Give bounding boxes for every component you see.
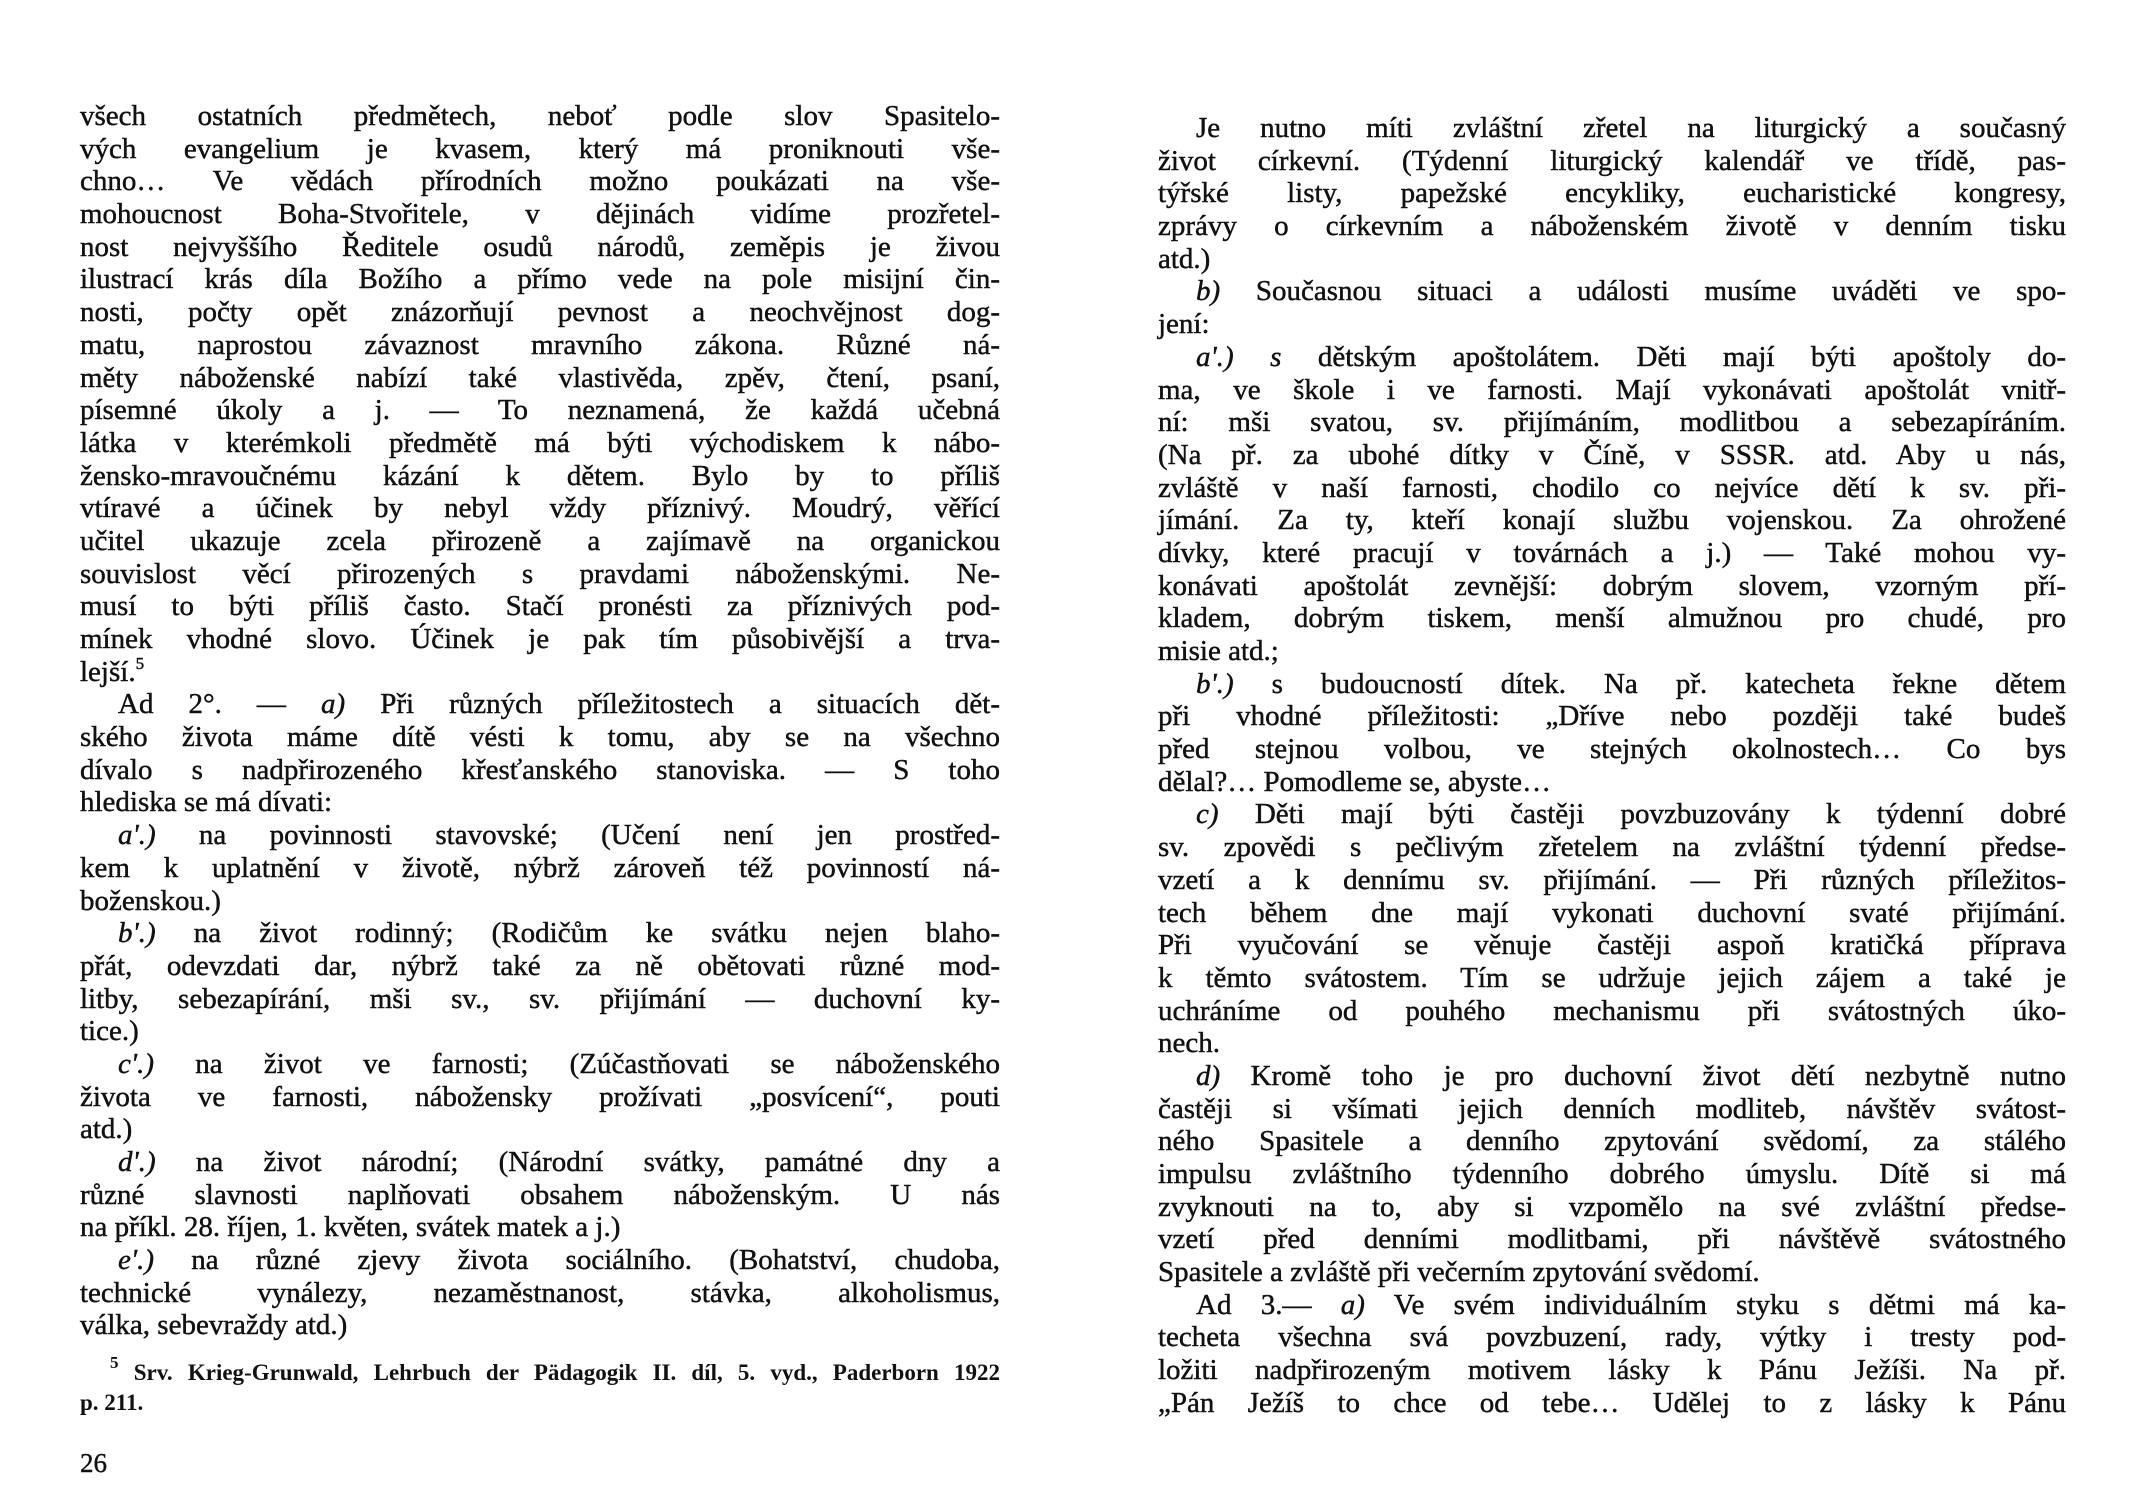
paragraph: [80, 917, 1000, 1048]
line-text: Ve svém individuálním styku s dětmi má ka-: [1393, 1288, 2066, 1321]
text-line: [1158, 1289, 2066, 1322]
paragraph: [1158, 275, 2066, 340]
item-label: a): [320, 688, 346, 721]
paragraph: [80, 100, 1000, 688]
paragraph-prefix: Ad 2°. —: [118, 688, 321, 721]
line-text: impulsu zvláštního týdenního dobrého úmyslu. Dítě si má: [1158, 1158, 2066, 1190]
text-line: [80, 917, 1000, 950]
line-text: válka, sebevraždy atd.): [80, 1309, 348, 1342]
line-text: ložiti nadpřirozeným motivem lásky k Pánu Ježíši. Na př.: [1158, 1354, 2066, 1387]
text-line: [1158, 406, 2066, 439]
text-line: [1158, 733, 2066, 766]
line-text: častěji si všímati jejich denních modliteb, návštěv svátost-: [1158, 1092, 2066, 1125]
line-text: lejší.: [80, 655, 136, 688]
text-line: [1158, 308, 2066, 341]
text-line: [1158, 766, 2066, 799]
text-line: [80, 558, 1000, 591]
line-text: látka v kterémkoli předmětě má býti východiskem k nábo-: [80, 426, 1000, 459]
line-text: na život rodinný; (Rodičům ke svátku nejen blaho-: [193, 917, 1001, 950]
line-text: kem k uplatnění v životě, nýbrž zároveň též povinností ná-: [80, 851, 1000, 884]
line-text: života ve farnosti, nábožensky prožívati „posvícení“, pouti: [80, 1080, 1000, 1113]
footnote-marker: 5: [110, 1353, 119, 1372]
item-label: b'.): [1196, 667, 1234, 700]
line-text: písemné úkoly a j. — To neznamená, že každá učebná: [80, 394, 1000, 427]
line-text: k těmto svátostem. Tím se udržuje jejich zájem a také je: [1158, 961, 2066, 994]
text-line: [80, 688, 1000, 721]
text-line: [80, 525, 1000, 558]
text-line: [80, 1048, 1000, 1081]
text-line: [1158, 798, 2066, 831]
text-line: [80, 852, 1000, 885]
text-line: [1158, 504, 2066, 537]
text-line: [1158, 1027, 2066, 1060]
text-line: [1158, 864, 2066, 897]
text-line: [80, 1015, 1000, 1048]
line-text: zvyknouti na to, aby si vzpomělo na své zvláštní předse-: [1158, 1190, 2066, 1223]
line-text: boženskou.): [80, 884, 221, 917]
paragraph: [1158, 341, 2066, 668]
line-text: zvláště v naší farnosti, chodilo co nejvíce dětí k sv. při-: [1158, 471, 2066, 504]
text-line: [1158, 635, 2066, 668]
line-text: tice.): [80, 1015, 139, 1048]
text-line: [1158, 537, 2066, 570]
line-text: Spasitele a zvláště při večerním zpytování svědomí.: [1158, 1256, 1760, 1289]
line-text: dívky, které pracují v továrnách a j.) — Také mohou vy-: [1158, 536, 2066, 569]
text-line: [80, 492, 1000, 525]
line-text: na život ve farnosti; (Zúčastňovati se náboženského: [195, 1047, 1001, 1080]
line-text: chno… Ve vědách přírodních možno poukázati na vše-: [80, 165, 1000, 198]
footnote-line-2: p. 211.: [80, 1390, 144, 1415]
paragraph: [80, 819, 1000, 917]
line-text: Při různých příležitostech a situacích dět-: [380, 688, 1000, 721]
line-text: ského života máme dítě vésti k tomu, aby se na všechno: [80, 721, 1000, 754]
text-line: [80, 329, 1000, 362]
text-line: [1158, 602, 2066, 635]
text-line: [80, 231, 1000, 264]
line-text: žensko-mravoučnému kázání k dětem. Bylo by to příliš: [80, 459, 1000, 492]
text-line: [80, 427, 1000, 460]
text-line: [1158, 1158, 2066, 1191]
line-text: atd.): [1158, 242, 1211, 275]
line-text: (Na př. za ubohé dítky v Číně, v SSSR. atd. Aby u nás,: [1158, 438, 2066, 471]
paragraph-prefix: Ad 3.—: [1196, 1288, 1341, 1321]
paragraph: [80, 1244, 1000, 1342]
text-line: [80, 460, 1000, 493]
line-text: nosti, počty opět znázorňují pevnost a neochvějnost dog-: [80, 296, 1000, 329]
item-label: b'.): [118, 917, 156, 950]
paragraph: [1158, 1060, 2066, 1289]
item-label: a'.) s: [1196, 340, 1282, 373]
line-text: na různé zjevy života sociálního. (Bohatství, chudoba,: [191, 1244, 1001, 1277]
item-label: c'.): [118, 1047, 154, 1080]
item-label: d): [1196, 1059, 1221, 1092]
line-text: jení:: [1158, 308, 1210, 341]
text-line: [80, 100, 1000, 133]
right-page-body: [1158, 112, 2066, 1420]
text-line: [80, 1179, 1000, 1212]
text-line: [1158, 472, 2066, 505]
line-text: měty náboženské nabízí také vlastivěda, zpěv, čtení, psaní,: [80, 361, 1000, 394]
text-line: [1158, 700, 2066, 733]
left-page-body: [80, 100, 1000, 1342]
line-text: týřské listy, papežské encykliky, eucharistické kongresy,: [1158, 177, 2066, 210]
line-text: dětským apoštolátem. Děti mají býti apoštoly do-: [1317, 340, 2066, 373]
line-text: ma, ve škole i ve farnosti. Mají vykonávati apoštolát vnitř-: [1158, 373, 2066, 406]
text-line: [80, 362, 1000, 395]
text-line: [80, 1309, 1000, 1342]
line-text: na život národní; (Národní svátky, památné dny a: [195, 1146, 1001, 1178]
line-text: zprávy o církevním a náboženském životě v denním tisku: [1158, 210, 2066, 243]
text-line: [80, 819, 1000, 852]
line-text: všech ostatních předmětech, neboť podle slov Spasitelo-: [80, 100, 1000, 132]
text-line: [1158, 668, 2066, 701]
line-text: různé slavnosti naplňovati obsahem náboženským. U nás: [80, 1178, 1000, 1211]
paragraph: [1158, 668, 2066, 799]
line-text: s budoucností dítek. Na př. katecheta řekne dětem: [1271, 667, 2067, 700]
text-line: [1158, 995, 2066, 1028]
text-line: [80, 296, 1000, 329]
line-text: atd.): [80, 1113, 133, 1146]
page-number: 26: [80, 1448, 107, 1478]
line-text: sv. zpovědi s pečlivým zřetelem na zvláštní týdenní předse-: [1158, 831, 2066, 864]
line-text: technické vynálezy, nezaměstnanost, stávka, alkoholismus,: [80, 1276, 1000, 1309]
line-text: Při vyučování se věnuje častěji aspoň kratičká příprava: [1158, 929, 2066, 962]
line-text: vzetí před denními modlitbami, při návštěvě svátostného: [1158, 1223, 2066, 1256]
text-line: [80, 1244, 1000, 1277]
line-text: před stejnou volbou, ve stejných okolnostech… Co bys: [1158, 733, 2066, 766]
text-line: [1158, 112, 2066, 145]
text-line: [1158, 897, 2066, 930]
line-text: ného Spasitele a denního zpytování svědomí, za stálého: [1158, 1125, 2066, 1158]
paragraph: [80, 1048, 1000, 1146]
text-line: [1158, 929, 2066, 962]
text-line: [80, 885, 1000, 918]
text-line: [1158, 439, 2066, 472]
text-line: [1158, 1125, 2066, 1158]
line-text: život církevní. (Týdenní liturgický kalendář ve třídě, pas-: [1158, 144, 2066, 177]
text-line: [1158, 145, 2066, 178]
item-label: a'.): [118, 819, 156, 852]
line-text: dívalo s nadpřirozeného křesťanského stanoviska. — S toho: [80, 753, 1000, 786]
line-text: učitel ukazuje zcela přirozeně a zajímavě na organickou: [80, 524, 1000, 557]
line-text: při vhodné příležitosti: „Dříve nebo později také budeš: [1158, 700, 2066, 733]
line-text: nost nejvyššího Ředitele osudů národů, zeměpis je živou: [80, 230, 1000, 263]
text-line: [80, 1277, 1000, 1310]
text-line: [80, 1113, 1000, 1146]
text-line: [1158, 341, 2066, 374]
text-line: [80, 983, 1000, 1016]
line-text: vých evangelium je kvasem, který má proniknouti vše-: [80, 132, 1000, 165]
line-text: uchráníme od pouhého mechanismu při svátostných úko-: [1158, 994, 2066, 1027]
line-text: hlediska se má dívati:: [80, 786, 333, 819]
footnote-reference: 5: [135, 653, 145, 673]
line-text: nech.: [1158, 1027, 1220, 1060]
line-text: dělal?… Pomodleme se, abyste…: [1158, 765, 1552, 798]
text-line: [80, 786, 1000, 819]
paragraph: [1158, 1289, 2066, 1420]
item-label: c): [1196, 798, 1219, 831]
text-line: [80, 754, 1000, 787]
line-text: ní: mši svatou, sv. přijímáním, modlitbou a sebezapíráním.: [1158, 406, 2066, 439]
paragraph: [1158, 798, 2066, 1060]
text-line: [1158, 1191, 2066, 1224]
paragraph: [1158, 112, 2066, 275]
text-line: [1158, 1321, 2066, 1354]
text-line: [1158, 374, 2066, 407]
text-line: [80, 950, 1000, 983]
text-line: [1158, 570, 2066, 603]
line-text: tech během dne mají vykonati duchovní svaté přijímání.: [1158, 896, 2066, 929]
text-line: [1158, 831, 2066, 864]
text-line: [1158, 1223, 2066, 1256]
line-text: Současnou situaci a události musíme uváděti ve spo-: [1255, 275, 2067, 308]
footnote-line-1: [80, 1353, 1001, 1388]
text-line: [80, 590, 1000, 623]
text-line: [1158, 275, 2066, 308]
text-line: [1158, 1354, 2066, 1387]
line-text: vzetí a k dennímu sv. přijímání. — Při různých příležitos-: [1158, 863, 2066, 896]
footnote-text: Srv. Krieg-Grunwald, Lehrbuch der Pädagogik II. díl, 5. vyd., Paderborn 1922: [133, 1360, 1001, 1385]
text-line: [80, 721, 1000, 754]
line-text: Děti mají býti častěji povzbuzovány k týdenní dobré: [1254, 798, 2066, 831]
text-line: [80, 623, 1000, 656]
text-line: [80, 1081, 1000, 1114]
text-line: [80, 165, 1000, 198]
line-text: musí to býti příliš často. Stačí pronésti za příznivých pod-: [80, 590, 1000, 623]
line-text: jímání. Za ty, kteří konají službu vojenskou. Za ohrožené: [1158, 504, 2066, 537]
line-text: Je nutno míti zvláštní zřetel na liturgický a současný: [1196, 112, 2066, 144]
line-text: souvislost věcí přirozených s pravdami náboženskými. Ne-: [80, 557, 1000, 590]
text-line: [1158, 210, 2066, 243]
item-label: d'.): [118, 1146, 156, 1178]
line-text: matu, naprostou závaznost mravního zákona. Různé ná-: [80, 328, 1000, 361]
text-line: [80, 133, 1000, 166]
text-line: [80, 653, 1000, 689]
item-label: b): [1196, 275, 1221, 308]
text-line: [80, 263, 1000, 296]
footnote: [80, 1353, 1001, 1418]
line-text: kladem, dobrým tiskem, menší almužnou pro chudé, pro: [1158, 602, 2066, 635]
item-label: a): [1340, 1288, 1365, 1321]
line-text: techeta všechna svá povzbuzení, rady, výtky i tresty pod-: [1158, 1321, 2066, 1354]
line-text: konávati apoštolát zevnější: dobrým slovem, vzorným pří-: [1158, 569, 2066, 602]
text-line: [1158, 1093, 2066, 1126]
line-text: „Pán Ježíš to chce od tebe… Udělej to z lásky k Pánu: [1158, 1386, 2066, 1419]
line-text: přát, odevzdati dar, nýbrž také za ně obětovati různé mod-: [80, 949, 1000, 982]
text-line: [80, 1211, 1000, 1244]
line-text: na povinnosti stavovské; (Učení není jen prostřed-: [198, 819, 1000, 852]
text-line: [80, 198, 1000, 231]
line-text: misie atd.;: [1158, 635, 1279, 667]
line-text: na příkl. 28. říjen, 1. květen, svátek matek a j.): [80, 1211, 621, 1244]
text-line: [1158, 177, 2066, 210]
text-line: [80, 1146, 1000, 1179]
text-line: [1158, 962, 2066, 995]
text-line: [1158, 1387, 2066, 1420]
text-line: [1158, 243, 2066, 276]
paragraph: [80, 1146, 1000, 1244]
text-line: [80, 394, 1000, 427]
text-line: [1158, 1060, 2066, 1093]
line-text: ilustrací krás díla Božího a přímo vede na pole misijní čin-: [80, 263, 1000, 296]
line-text: litby, sebezapírání, mši sv., sv. přijímání — duchovní ky-: [80, 982, 1000, 1015]
paragraph: [80, 688, 1000, 819]
text-line: [1158, 1256, 2066, 1289]
line-text: vtíravé a účinek by nebyl vždy příznivý. Moudrý, věřící: [80, 492, 1000, 525]
line-text: Kromě toho je pro duchovní život dětí nezbytně nutno: [1250, 1059, 2066, 1092]
item-label: e'.): [118, 1244, 154, 1277]
line-text: mínek vhodné slovo. Účinek je pak tím působivější a trva-: [80, 623, 1000, 655]
line-text: mohoucnost Boha-Stvořitele, v dějinách vidíme prozřetel-: [80, 198, 1000, 231]
